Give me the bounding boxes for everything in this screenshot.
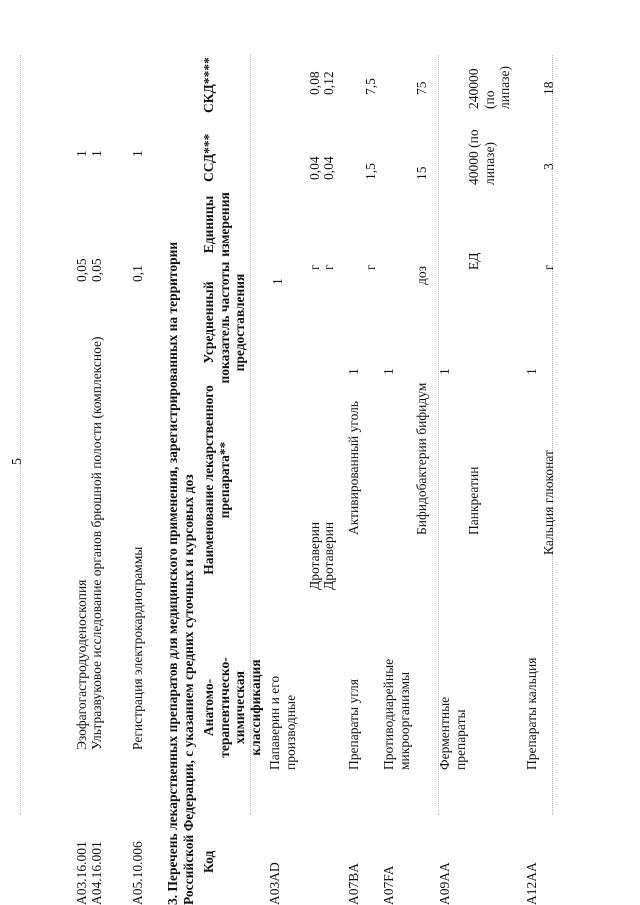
row-drug-name: Дротаверин: [321, 521, 336, 590]
row-ssd: 0,04: [307, 156, 322, 180]
row-code: A12AA: [524, 862, 539, 905]
row-drug-name: Кальция глюконат: [541, 450, 556, 555]
row-frequency: 1: [346, 368, 361, 375]
service-name: Регистрация электрокардиограммы: [130, 546, 145, 750]
header-drug-name: Наименование лекарственного препарата**: [201, 385, 232, 575]
header-frequency: Усредненный показатель частоты предоставления: [201, 261, 248, 384]
service-code: A05.10.006: [130, 841, 145, 905]
service-code: A04.16.001: [89, 841, 104, 905]
row-code: A07FA: [381, 865, 396, 905]
section-heading: Российской Федерации, с указанием средних суточных и курсовых доз: [181, 474, 196, 905]
section-heading: 3. Перечень лекарственных препаратов для медицинского применения, зарегистрированных на территории: [165, 241, 180, 905]
row-skd: 240000 (по липазе): [466, 66, 513, 109]
row-atc-group: Ферментные препараты: [437, 696, 468, 770]
header-atc: Анатомо-терапевтическо-химическая классификация: [201, 657, 263, 758]
row-skd: 0,12: [321, 71, 336, 95]
header-unit: Единицы измерения: [201, 192, 232, 257]
header-skd: СКД****: [201, 57, 216, 113]
row-drug-name: Дротаверин: [307, 521, 322, 590]
row-unit: ЕД: [466, 252, 481, 270]
row-unit: доз: [414, 266, 429, 285]
row-frequency: 1: [381, 368, 396, 375]
row-code: A09AA: [437, 862, 452, 905]
row-drug-name: Бифидобактерии бифидум: [414, 382, 429, 535]
row-ssd: 15: [414, 166, 429, 180]
row-frequency: 1: [437, 368, 452, 375]
service-frequency: 0,05: [89, 258, 104, 282]
row-code: A03AD: [267, 862, 282, 905]
service-name: Ультразвуковое исследование органов брюшной полости (комплексное): [89, 336, 104, 750]
row-ssd: 1,5: [363, 163, 378, 180]
row-drug-name: Активированный уголь: [346, 400, 361, 535]
row-code: A07BA: [346, 862, 361, 905]
page-number: 5: [10, 458, 25, 465]
row-atc-group: Папаверин и его производные: [267, 675, 298, 770]
row-skd: 7,5: [363, 78, 378, 95]
row-ssd: 0,04: [321, 156, 336, 180]
service-name: Эзофагогастродуоденоскопия: [74, 579, 89, 750]
row-atc-group: Противодиарейные микроорганизмы: [381, 658, 412, 770]
row-frequency: 1: [524, 368, 539, 375]
row-atc-group: Препараты угля: [346, 679, 361, 770]
service-frequency: 0,05: [74, 258, 89, 282]
row-unit: г: [363, 264, 378, 270]
row-skd: 75: [414, 81, 429, 95]
service-count: 1: [74, 150, 89, 157]
scan-artifact-line: [20, 55, 21, 815]
row-unit: г: [307, 264, 322, 270]
row-ssd: 3: [541, 163, 556, 170]
service-count: 1: [89, 150, 104, 157]
header-ssd: ССД***: [201, 133, 216, 182]
row-skd: 18: [541, 81, 556, 95]
header-code: Код: [201, 850, 216, 873]
row-atc-group: Препараты кальция: [524, 657, 539, 770]
service-count: 1: [130, 150, 145, 157]
row-ssd: 40000 (по липазе): [466, 129, 497, 185]
service-frequency: 0,1: [130, 265, 145, 282]
service-code: A03.16.001: [74, 841, 89, 905]
row-skd: 0,08: [307, 71, 322, 95]
row-frequency: 1: [270, 278, 285, 285]
row-drug-name: Панкреатин: [466, 466, 481, 535]
row-unit: г: [321, 264, 336, 270]
row-unit: г: [541, 264, 556, 270]
